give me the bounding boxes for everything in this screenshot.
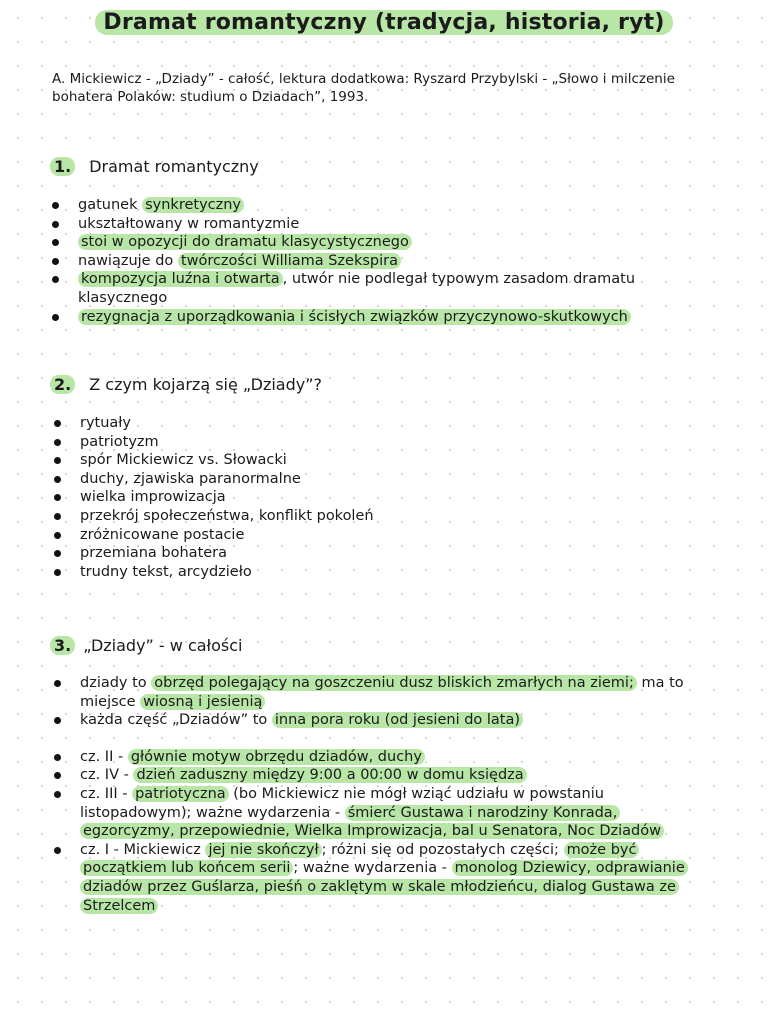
list-item: przekrój społeczeństwa, konflikt pokoleń xyxy=(52,507,652,526)
section-2-title: Z czym kojarzą się „Dziady”? xyxy=(89,375,323,394)
list-item: patriotyzm xyxy=(52,433,652,452)
list-item: przemiana bohatera xyxy=(52,544,652,563)
section-3-list xyxy=(52,674,702,915)
section-3-heading xyxy=(50,635,242,657)
list-item: ukształtowany w romantyzmie xyxy=(50,215,665,234)
section-2-number: 2. xyxy=(50,375,75,394)
page-title xyxy=(0,10,768,35)
list-item: trudny tekst, arcydzieło xyxy=(52,563,652,582)
list-item: kompozycja luźna i otwarta , utwór nie podlegał typowym zasadom dramatu klasycznego xyxy=(50,270,665,307)
list-item: cz. IV - dzień zaduszny między 9:00 a 00:00 w domu księdza xyxy=(52,766,702,785)
section-3-number: 3. xyxy=(50,636,75,655)
list-item: rezygnacja z uporządkowania i ścisłych związków przyczynowo-skutkowych xyxy=(50,308,665,327)
section-1-list xyxy=(50,196,665,326)
list-item: nawiązuje do twórczości Williama Szekspira xyxy=(50,252,665,271)
list-item: stoi w opozycji do dramatu klasycystycznego xyxy=(50,233,665,252)
list-item: gatunek synkretyczny xyxy=(50,196,665,215)
section-2-heading xyxy=(50,374,322,396)
list-item: cz. III - patriotyczna (bo Mickiewicz nie mógł wziąć udziału w powstaniu listopadowym); ważne wydarzenia - śmierć Gustawa i narodziny Konrada, egzorcyzmy, przepowiednie, Wielka Improwizacja, bal u Senatora, Noc Dziadów xyxy=(52,785,702,841)
list-item: dziady to obrzęd polegający na goszczeniu dusz bliskich zmarłych na ziemi; ma to miejsce wiosną i jesienią xyxy=(52,674,702,711)
section-1-title: Dramat romantyczny xyxy=(89,157,259,176)
list-item: rytuały xyxy=(52,414,652,433)
list-item: zróżnicowane postacie xyxy=(52,526,652,545)
list-item: duchy, zjawiska paranormalne xyxy=(52,470,652,489)
section-2-list xyxy=(52,414,652,581)
list-item: spór Mickiewicz vs. Słowacki xyxy=(52,451,652,470)
list-item: każda część „Dziadów” to inna pora roku (od jesieni do lata) xyxy=(52,711,702,730)
list-item: cz. I - Mickiewicz jej nie skończył ; różni się od pozostałych części; może być początkiem lub końcem serii ; ważne wydarzenia - monolog Dziewicy, odprawianie dziadów przez Guślarza, pieśń o zaklętym w skale młodzieńcu, dialog Gustawa ze Strzelcem xyxy=(52,841,702,915)
section-1-number: 1. xyxy=(50,157,75,176)
title-text: Dramat romantyczny (tradycja, historia, ryt) xyxy=(95,10,672,35)
intro-text: A. Mickiewicz - „Dziady” - całość, lektura dodatkowa: Ryszard Przybylski - „Słowo i milczenie bohatera Polaków: studium o Dziadach”, 1993. xyxy=(52,71,675,105)
section-1-heading xyxy=(50,156,259,178)
list-item: cz. II - głównie motyw obrzędu dziadów, duchy xyxy=(52,748,702,767)
list-item: wielka improwizacja xyxy=(52,488,652,507)
section-3-title: „Dziady” - w całości xyxy=(83,636,243,655)
